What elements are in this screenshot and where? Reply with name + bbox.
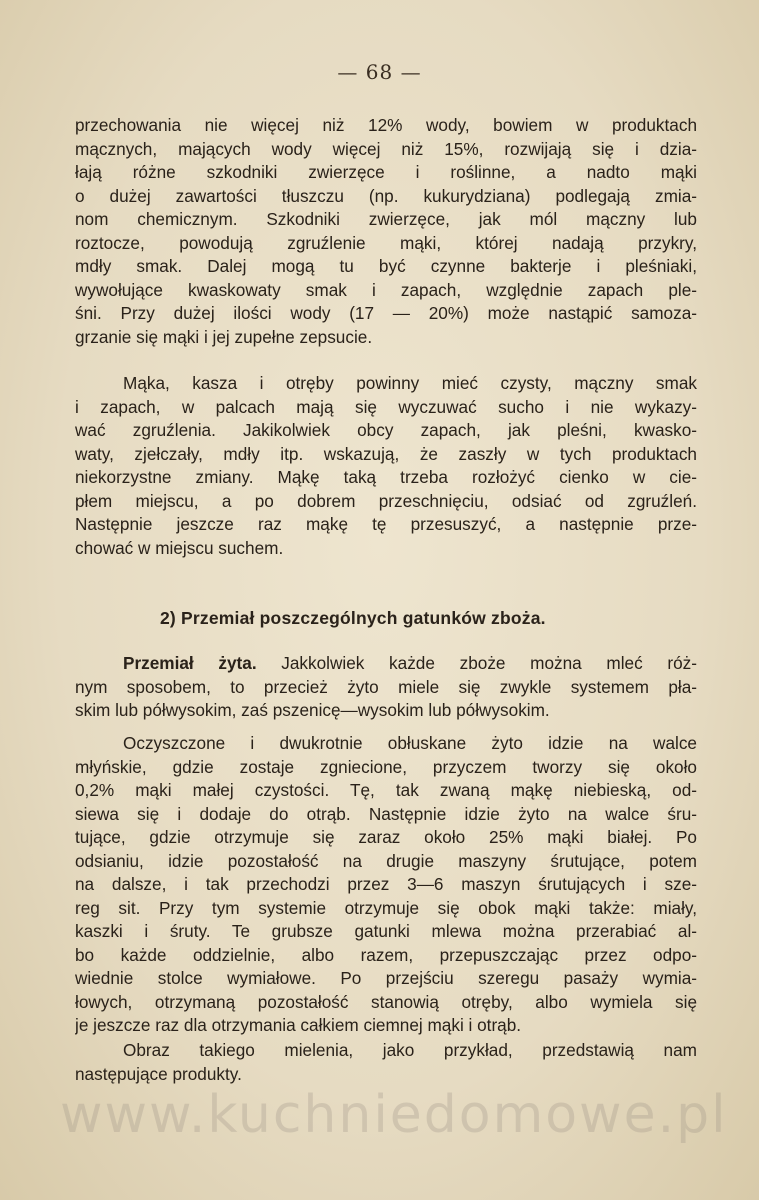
text-line: nom chemicznym. Szkodniki zwierzęce, jak mól mączny lub: [75, 209, 697, 229]
paragraph-storage-moisture: [75, 114, 697, 349]
text-line: wywołujące kwaskowaty smak i zapach, względnie zapach ple-: [75, 279, 697, 300]
text-line: płem miejscu, a po dobrem przeschnięciu, odsiać od zgruźleń.: [75, 490, 697, 511]
text-line: reg sit. Przy tym systemie otrzymuje się obok mąki także: miały,: [75, 897, 697, 918]
text-line: [75, 652, 697, 676]
text-line: wać zgruźlenia. Jakikolwiek obcy zapach, jak pleśni, kwasko-: [75, 420, 697, 440]
text-line: 0,2% mąki małej czystości. Tę, tak zwaną mąkę niebieską, od-: [75, 780, 697, 800]
text-line: mącznych, mających wody więcej niż 15%, rozwijają się i dzia-: [75, 138, 697, 159]
text-line: roztocze, powodują zgruźlenie mąki, której nadają przykry,: [75, 232, 697, 253]
text-line: młyńskie, gdzie zostaje zgniecione, przyczem tworzy się około: [75, 756, 697, 777]
text-line: chować w miejscu suchem.: [75, 537, 284, 558]
text-line: kaszki i śruty. Te grubsze gatunki mlewa można przerabiać al-: [75, 921, 697, 941]
text-line: Następnie jeszcze raz mąkę tę przesuszyć, a następnie prze-: [75, 514, 697, 534]
runin-heading: Przemiał żyta.: [123, 653, 257, 673]
text-line: przechowania nie więcej niż 12% wody, bowiem w produktach: [75, 115, 697, 135]
text-line: i zapach, w palcach mają się wyczuwać sucho i nie wykazy-: [75, 396, 697, 417]
text-line: je jeszcze raz dla otrzymania całkiem ciemnej mąki i otrąb.: [75, 1015, 522, 1035]
text-line: o dużej zawartości tłuszczu (np. kukurydziana) podlegają zmia-: [75, 185, 697, 206]
paragraph-milling-example: [75, 1039, 697, 1086]
text-line: Mąka, kasza i otręby powinny mieć czysty, mączny smak: [123, 373, 697, 393]
text-line: grzanie się mąki i jej zupełne zepsucie.: [75, 326, 373, 347]
text-line: waty, zjełczały, mdły itp. wskazują, że zaszły w tych produktach: [75, 443, 697, 464]
text-line: bo każde oddzielnie, albo razem, przepuszczając przez odpo-: [75, 944, 697, 965]
text-line: śni. Przy dużej ilości wody (17 — 20%) może nastąpić samoza-: [75, 303, 697, 323]
section-heading: 2) Przemiał poszczególnych gatunków zboża.: [160, 608, 546, 628]
text-line: następujące produkty.: [75, 1063, 242, 1084]
paragraph-rye-process: [75, 732, 697, 1038]
text-line: wiednie stolce wymiałowe. Po przejściu szeregu pasaży wymia-: [75, 968, 697, 988]
text-line: tujące, gdzie otrzymuje się zaraz około 25% mąki białej. Po: [75, 827, 697, 847]
text-line: nym sposobem, to przecież żyto miele się zwykle systemem pła-: [75, 676, 697, 697]
text-line: na dalsze, i tak przechodzi przez 3—6 maszyn śrutujących i sze-: [75, 874, 697, 894]
text-line: odsianiu, idzie pozostałość na drugie maszyny śrutujące, potem: [75, 850, 697, 871]
text-line: siewa się i dodaje do otrąb. Następnie idzie żyto na walce śru-: [75, 803, 697, 824]
text-line: niekorzystne zmiany. Mąkę taką trzeba rozłożyć cienko w cie-: [75, 467, 697, 487]
text-line: mdły smak. Dalej mogą tu być czynne bakterje i pleśniaki,: [75, 256, 697, 276]
text-line: łowych, otrzymaną pozostałość stanowią otręby, albo wymiela się: [75, 991, 697, 1012]
text-fragment: Jakkolwiek każde zboże można mleć róż-: [256, 653, 697, 673]
text-line: skim lub półwysokim, zaś pszenicę—wysokim lub półwysokim.: [75, 700, 550, 720]
paragraph-rye-milling: [75, 652, 697, 723]
page-number: — 68 —: [337, 60, 422, 84]
text-line: łają różne szkodniki zwierzęce i roślinne, a nadto mąki: [75, 162, 697, 182]
paragraph-flour-quality: [75, 372, 697, 560]
watermark: www.kuchniedomowe.pl: [60, 1085, 728, 1145]
text-line: Oczyszczone i dwukrotnie obłuskane żyto idzie na walce: [123, 733, 697, 753]
text-line: Obraz takiego mielenia, jako przykład, przedstawią nam: [123, 1040, 697, 1060]
